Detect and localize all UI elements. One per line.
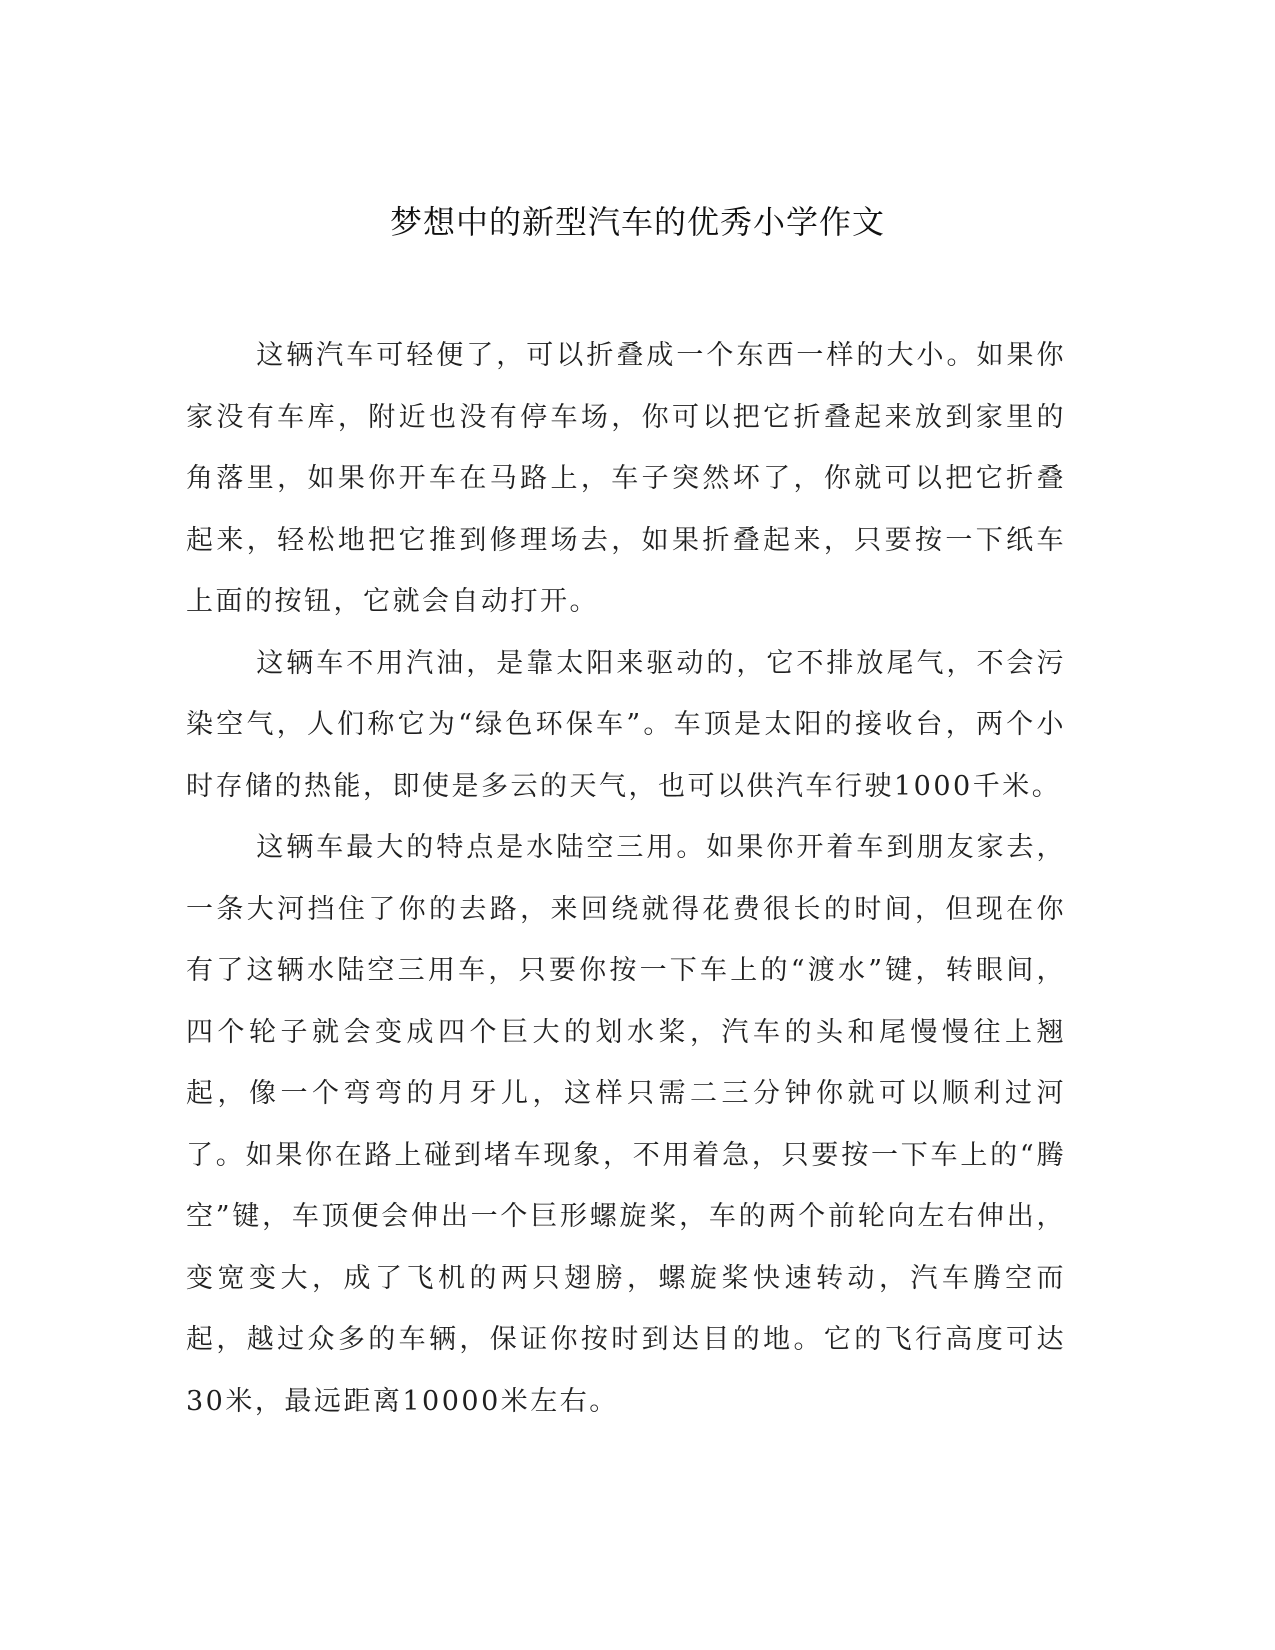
paragraph-3: 这辆车最大的特点是水陆空三用。如果你开着车到朋友家去，一条大河挡住了你的去路，来回绕就得花费很长的时间，但现在你有了这辆水陆空三用车，只要你按一下车上的“渡水”键，转眼间，四个轮子就会变成四个巨大的划水桨，汽车的头和尾慢慢往上翘起，像一个弯弯的月牙儿，这样只需二三分钟你就可以顺利过河了。如果你在路上碰到堵车现象，不用着急，只要按一下车上的“腾空”键，车顶便会伸出一个巨形螺旋桨，车的两个前轮向左右伸出，变宽变大，成了飞机的两只翅膀，螺旋桨快速转动，汽车腾空而起，越过众多的车辆，保证你按时到达目的地。它的飞行高度可达30米，最远距离10000米左右。 (186, 832, 1066, 1417)
document-title: 梦想中的新型汽车的优秀小学作文 (389, 203, 885, 241)
paragraph-2: 这辆车不用汽油，是靠太阳来驱动的，它不排放尾气，不会污染空气，人们称它为“绿色环保车”。车顶是太阳的接收台，两个小时存储的热能，即使是多云的天气，也可以供汽车行驶1000千米。 (186, 647, 1066, 802)
document-body (186, 325, 1066, 1432)
paragraph-1: 这辆汽车可轻便了，可以折叠成一个东西一样的大小。如果你家没有车库，附近也没有停车场，你可以把它折叠起来放到家里的角落里，如果你开车在马路上，车子突然坏了，你就可以把它折叠起来，轻松地把它推到修理场去，如果折叠起来，只要按一下纸车上面的按钮，它就会自动打开。 (186, 340, 1066, 617)
